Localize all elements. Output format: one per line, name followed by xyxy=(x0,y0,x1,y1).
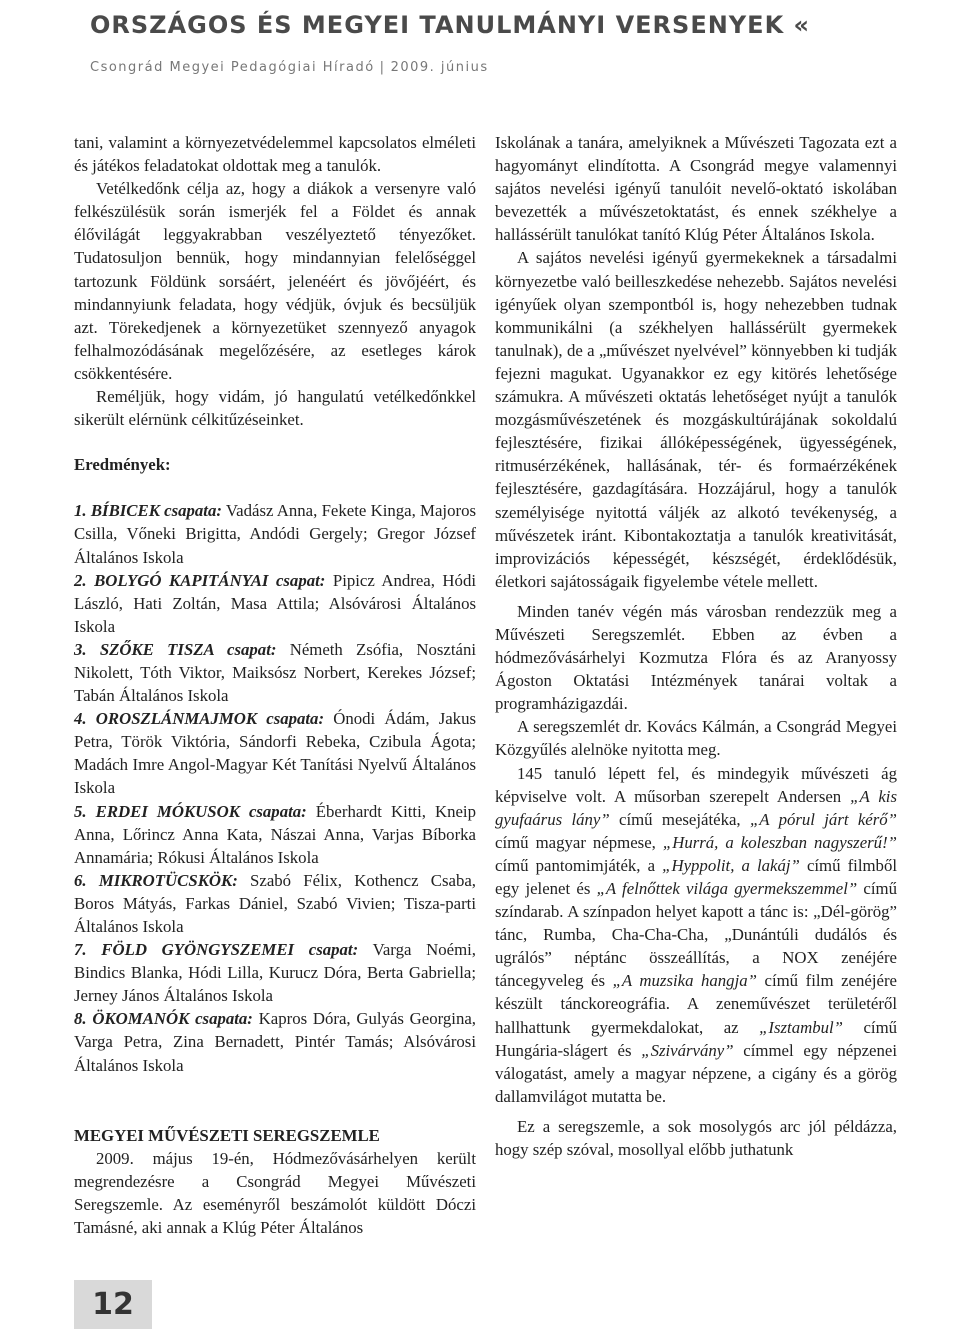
right-paragraph-1: Iskolának a tanára, amelyiknek a Művészeti Tagozata ezt a hagyományt elindította. A Csongrád megye valamennyi sajátos nevelési igényű tanulóit nevelő-oktató iskolában bevezették a művészetoktatást, és ennek székhelye a hallássérült tanulókat tanító Klúg Péter Általános Iskola. xyxy=(495,133,897,245)
result-members: Ónodi Ádám, Jakus Petra, Török Viktória, Sándorfi Rebeka, Czibula Ágota; Madách Imre Angol-Magyar Két Tanítási Nyelvű Általános Iskola xyxy=(74,709,476,798)
result-members: Kapros Dóra, Gulyás Georgina, Varga Petra, Zina Bernadett, Pintér Tamás; Alsóvárosi Általános Iskola xyxy=(74,1009,477,1075)
running-header-title: ORSZÁGOS ÉS MEGYEI TANULMÁNYI VERSENYEK « xyxy=(90,11,811,39)
text-run: 145 tanuló lépett fel, és mindegyik művészeti ág képviselve volt. A műsorban szerepelt Andersen xyxy=(495,763,897,806)
work-title: „Hyppolit, a lakáj” xyxy=(662,855,800,875)
result-team xyxy=(74,571,325,590)
left-paragraph-3: Reméljük, hogy vidám, jó hangulatú vetélkedőnkkel sikerült elérnünk célkitűzéseinket. xyxy=(74,387,476,430)
publication-name: Csongrád Megyei Pedagógiai Híradó xyxy=(90,60,375,75)
work-title: „A pórul járt kérő” xyxy=(749,809,897,829)
result-members: Vadász Anna, Fekete Kinga, Majoros Csilla, Vőneki Brigitta, Andódi Gergely; Gregor József Általános Iskola xyxy=(74,501,476,567)
text-run: című pantomimjáték, a xyxy=(495,855,663,875)
work-title: „Hurrá, a koleszban nagyszerű!” xyxy=(662,832,897,852)
text-run: címmel egy népzenei válogatást, amely a magyar népzene, a cigány és a görög dallamvilágot mutatta be. xyxy=(495,1040,897,1106)
result-rank: 5. xyxy=(74,801,87,821)
result-rank: 4. xyxy=(74,709,87,729)
result-team xyxy=(74,802,307,821)
result-team xyxy=(74,640,276,659)
work-title: „A kis gyufaárus lány” xyxy=(495,786,897,829)
result-team-name: SZŐKE TISZA csapat: xyxy=(99,639,277,659)
result-members: Németh Zsófia, Nosztáni Nikolett, Tóth Viktor, Maiksósz Norbert, Kerekes József; Tabán Általános Iskola xyxy=(74,639,477,706)
right-paragraph-4: A seregszemlét dr. Kovács Kálmán, a Csongrád Megyei Közgyűlés alelnöke nyitotta meg. xyxy=(495,717,897,760)
result-team-name: ÖKOMANÓK csapata: xyxy=(92,1009,253,1029)
result-rank: 8. xyxy=(74,1009,87,1029)
result-members: Éberhardt Kitti, Kneip Anna, Lőrincz Anna Kata, Nászai Anna, Varjas Bíborka Annamária; Rókusi Általános Iskola xyxy=(74,801,476,867)
result-team-name: FÖLD GYÖNGYSZEMEI csapat: xyxy=(101,940,359,960)
result-team xyxy=(74,940,358,959)
left-column xyxy=(74,131,476,1239)
result-members: Szabó Félix, Kothencz Csaba, Boros Mátyás, Farkas Dániel, Szabó Vivien; Tisza-parti Általános Iskola xyxy=(74,870,476,936)
result-item xyxy=(74,569,476,638)
result-rank: 3. xyxy=(74,639,87,659)
result-item xyxy=(74,938,476,1007)
running-header-subtitle xyxy=(90,60,489,75)
result-team-name: OROSZLÁNMAJMOK csapata: xyxy=(95,709,325,729)
results-heading: Eredmények: xyxy=(74,455,171,475)
work-title: „A felnőttek világa gyermekszemmel” xyxy=(596,879,858,898)
right-paragraph-5 xyxy=(495,762,897,1108)
result-team-name: ERDEI MÓKUSOK csapata: xyxy=(95,801,307,821)
result-item xyxy=(74,869,476,938)
result-members: Pipicz Andrea, Hódi László, Hati Zoltán, Masa Attila; Alsóvárosi Általános Iskola xyxy=(74,570,476,636)
result-team-name: MIKROTÜCSKÖK: xyxy=(98,870,238,890)
result-rank: 1. xyxy=(74,501,87,521)
result-members: Varga Noémi, Bindics Blanka, Hódi Lilla, Kurucz Dóra, Berta Gabriella; Jerney János Általános Iskola xyxy=(74,940,476,1006)
result-item xyxy=(74,1007,476,1076)
left-paragraph-2: Vetélkedőnk célja az, hogy a diákok a versenyre való felkészülésük során ismerjék fel a Földet és annak élővilágát leggyakrabban veszélyeztető tényezőket. Tudatosuljon bennük, hogy mindannyian felelőséggel tartozunk Földünk sorsáért, jelenéért és jövőjéért, és mindannyiunk feladata, hogy védjük, óvjuk és becsüljük azt. Törekedjenek a környezetüket szennyező anyagok felhalmozódásának megelőzésére, az esetleges károk csökkentésére. xyxy=(74,179,476,383)
text-run: című színdarab. A színpadon helyet kapott a tánc is: „Dél-görög” tánc, Rumba, Cha-Cha-Cha, „Dunántúli dudálós és ugrálós” néptánc összeállítás, a NOX zenéjére táncegyveleg és xyxy=(495,879,897,991)
right-paragraph-2: A sajátos nevelési igényű gyermekeknek a társadalmi környezetbe való beilleszkedése nehezebb. Sajátos nevelési igényűek olyan szempontból is, hogy nehezebben tudnak kommunikálni (a székhelyen hallássérült gyermekek tanulnak), de a „művészet nyelvével” könnyebben ki tudják fejezni magukat. Ugyanakkor ez egy kitörés lehetősége számukra. A művészeti oktatás lehetőséget nyújt a tanulók mozgásművészetének és mozgáskultúrájának sokoldalú fejlesztésére, fizikai állóképességének, ügyességének, ritmusérzékének, hallásának, tér- és formaérzékének fejlesztésére, gazdagítására. Hozzájárul, hogy a tanulók személyisége nyitottá váljék az alkotó tevékenység, a művészetek iránt. Kibontakoztatja a tanulók kreativitását, improvizációs képességét, készségét, érdeklődésük, életkori sajátosságaik figyelembe vétele mellett. xyxy=(495,248,897,591)
result-team-name: BÍBICEK csapata: xyxy=(90,501,222,521)
right-paragraph-3: Minden tanév végén más városban rendezzük meg a Művészeti Seregszemlét. Ebben az évben a hódmezővásárhelyi Kozmutza Flóra és az Aranyossy Ágoston Oktatási Intézmények tanárai voltak a programházigazdái. xyxy=(495,601,897,714)
text-run: című filmből egy jelenet és xyxy=(495,855,897,898)
result-rank: 2. xyxy=(74,570,87,590)
right-paragraph-6: Ez a seregszemle, a sok mosolygós arc jól példázza, hogy szép szóval, mosollyal előbb juthatunk xyxy=(495,1116,897,1160)
result-item xyxy=(74,638,476,707)
work-title: „Szivárvány” xyxy=(641,1040,734,1060)
result-team xyxy=(74,709,324,728)
result-team xyxy=(74,1009,253,1028)
result-item xyxy=(74,707,476,799)
result-team-name: BOLYGÓ KAPITÁNYAI csapat: xyxy=(94,570,326,590)
issue-date: 2009. június xyxy=(390,60,489,75)
text-run: című Hungária-slágert és xyxy=(495,1017,898,1060)
result-rank: 6. xyxy=(74,870,87,890)
result-item xyxy=(74,499,476,568)
text-run: című mesejátéka, xyxy=(609,809,750,829)
header-separator: | xyxy=(379,60,386,75)
result-team xyxy=(74,871,238,890)
text-run: című film zenéjére készült tánckoreográfia. A zeneművészet területéről hallhattunk gyermekdalokat, az xyxy=(495,971,897,1037)
work-title: „A muzsika hangja” xyxy=(612,971,757,991)
result-team xyxy=(74,501,222,520)
right-column xyxy=(495,131,897,1161)
section-paragraph-1: 2009. május 19-én, Hódmezővásárhelyen került megrendezésre a Csongrád Megyei Művészeti Seregszemle. Az eseményről beszámolót küldött Dóczi Tamásné, aki annak a Klúg Péter Általános xyxy=(74,1148,476,1238)
work-title: „Isztambul” xyxy=(759,1017,843,1037)
text-run: című magyar népmese, xyxy=(495,832,663,852)
section-heading: MEGYEI MŰVÉSZETI SEREGSZEMLE xyxy=(74,1125,380,1145)
page-number: 12 xyxy=(74,1280,152,1329)
result-rank: 7. xyxy=(74,940,87,960)
left-paragraph-1: tani, valamint a környezetvédelemmel kapcsolatos elméleti és játékos feladatokat oldottak meg a tanulók. xyxy=(74,133,476,176)
result-item xyxy=(74,800,476,869)
